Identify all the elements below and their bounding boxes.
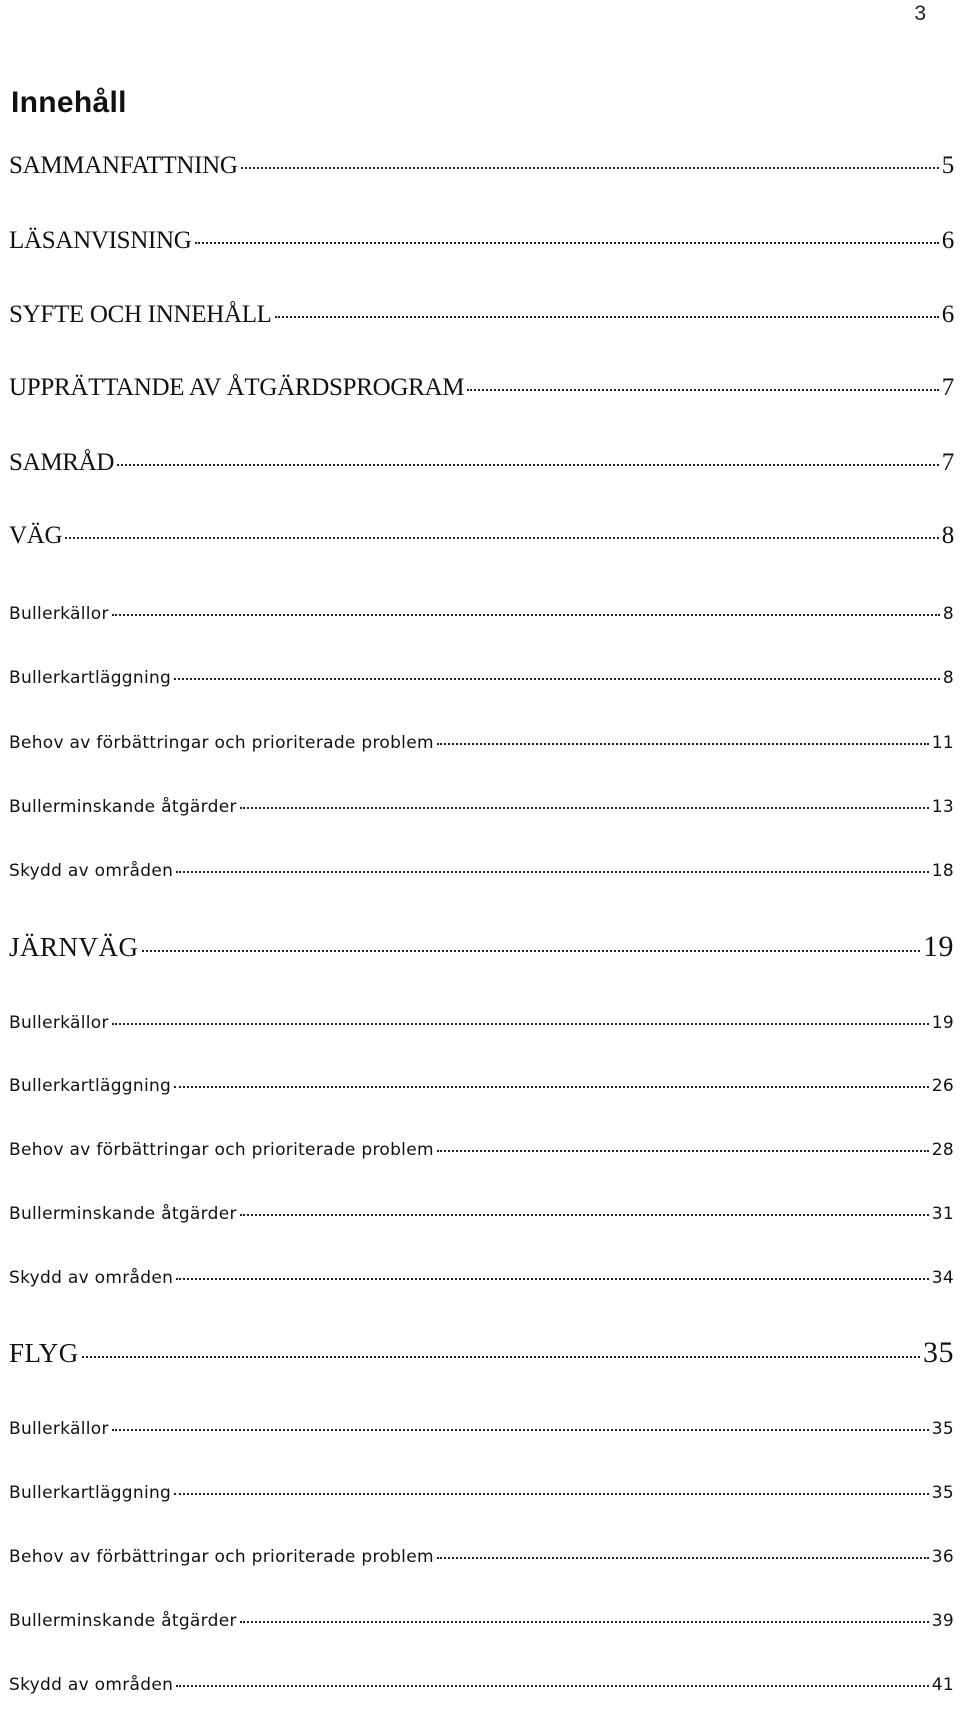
toc-entry-page: 39 — [931, 1611, 954, 1631]
toc-entry-page: 26 — [931, 1076, 954, 1096]
page-number: 3 — [914, 2, 926, 25]
toc-entry[interactable] — [9, 1204, 954, 1224]
toc-entry-title: FLYG — [9, 1338, 79, 1368]
toc-entry[interactable] — [9, 797, 954, 817]
toc-entry-page: 5 — [941, 152, 954, 179]
dot-leader — [240, 1214, 929, 1216]
toc-entry-page: 7 — [941, 449, 954, 476]
toc-entry-page: 7 — [941, 374, 954, 401]
toc-entry-page: 11 — [931, 733, 954, 753]
toc-entry-page: 34 — [931, 1268, 954, 1288]
toc-entry[interactable] — [9, 301, 954, 329]
toc-entry[interactable] — [9, 1611, 954, 1631]
toc-entry[interactable] — [9, 1547, 954, 1567]
toc-entry-title: Skydd av områden — [9, 1675, 174, 1695]
toc-entry[interactable] — [9, 1013, 954, 1033]
toc-entry-page: 8 — [942, 604, 954, 624]
dot-leader — [176, 871, 929, 873]
toc-entry-title: Behov av förbättringar och prioriterade problem — [9, 1140, 434, 1160]
toc-entry-title: UPPRÄTTANDE AV ÅTGÄRDSPROGRAM — [9, 374, 465, 401]
toc-entry-title: SAMMANFATTNING — [9, 152, 238, 179]
toc-entry-title: Bullerkartläggning — [9, 1483, 172, 1503]
dot-leader — [275, 316, 939, 318]
toc-entry-title: Bullerkartläggning — [9, 668, 172, 688]
dot-leader — [437, 743, 929, 745]
toc-entry-title: Bullerkällor — [9, 604, 109, 624]
dot-leader — [195, 242, 939, 244]
toc-entry[interactable] — [9, 733, 954, 753]
toc-entry-title: JÄRNVÄG — [9, 932, 139, 962]
toc-entry-page: 18 — [931, 861, 954, 881]
dot-leader — [82, 1356, 920, 1358]
dot-leader — [241, 167, 939, 169]
toc-entry[interactable] — [9, 1675, 954, 1695]
toc-entry-title: Bullerkällor — [9, 1013, 109, 1033]
toc-entry-title: VÄG — [9, 522, 63, 549]
toc-entry-page: 35 — [923, 1336, 954, 1369]
toc-entry-title: SAMRÅD — [9, 449, 115, 476]
toc-entry-page: 35 — [931, 1483, 954, 1503]
toc-entry[interactable] — [9, 861, 954, 881]
toc-entry-title: Bullerkällor — [9, 1419, 109, 1439]
toc-entry-title: Skydd av områden — [9, 1268, 174, 1288]
toc-entry[interactable] — [9, 449, 954, 477]
toc-entry-page: 36 — [931, 1547, 954, 1567]
toc-entry-page: 6 — [941, 227, 954, 254]
toc-entry[interactable] — [9, 1076, 954, 1096]
toc-entry[interactable] — [9, 152, 954, 180]
toc-entry-title: Bullerminskande åtgärder — [9, 797, 237, 817]
toc-entry-page: 8 — [942, 668, 954, 688]
toc-entry[interactable] — [9, 1483, 954, 1503]
toc-entry-title: Bullerkartläggning — [9, 1076, 172, 1096]
dot-leader — [240, 807, 929, 809]
toc-entry-title: LÄSANVISNING — [9, 227, 192, 254]
dot-leader — [112, 1023, 929, 1025]
toc-entry[interactable] — [9, 1336, 954, 1370]
toc-entry[interactable] — [9, 227, 954, 255]
dot-leader — [117, 464, 939, 466]
dot-leader — [467, 389, 939, 391]
toc-entry-page: 13 — [931, 797, 954, 817]
toc-entry-page: 31 — [931, 1204, 954, 1224]
dot-leader — [437, 1150, 929, 1152]
toc-entry[interactable] — [9, 1419, 954, 1439]
toc-entry-page: 19 — [931, 1013, 954, 1033]
dot-leader — [112, 614, 940, 616]
dot-leader — [65, 537, 939, 539]
toc-entry[interactable] — [9, 930, 954, 964]
dot-leader — [240, 1621, 929, 1623]
toc-entry-page: 6 — [941, 301, 954, 328]
toc-heading: Innehåll — [11, 86, 127, 119]
dot-leader — [176, 1685, 929, 1687]
dot-leader — [176, 1278, 929, 1280]
dot-leader — [112, 1429, 929, 1431]
toc-entry-title: Skydd av områden — [9, 861, 174, 881]
toc-entry[interactable] — [9, 374, 954, 402]
toc-entry-page: 35 — [931, 1419, 954, 1439]
toc-entry-title: Bullerminskande åtgärder — [9, 1204, 237, 1224]
toc-entry-page: 8 — [941, 522, 954, 549]
toc-entry[interactable] — [9, 1268, 954, 1288]
toc-entry[interactable] — [9, 522, 954, 550]
toc-entry[interactable] — [9, 1140, 954, 1160]
dot-leader — [174, 1086, 929, 1088]
toc-entry-title: Bullerminskande åtgärder — [9, 1611, 237, 1631]
dot-leader — [437, 1557, 929, 1559]
toc-entry-page: 28 — [931, 1140, 954, 1160]
toc-entry-title: SYFTE OCH INNEHÅLL — [9, 301, 272, 328]
dot-leader — [142, 950, 920, 952]
dot-leader — [174, 678, 940, 680]
toc-entry[interactable] — [9, 668, 954, 688]
toc-entry-title: Behov av förbättringar och prioriterade problem — [9, 733, 434, 753]
toc-entry-page: 19 — [923, 930, 954, 963]
toc-entry[interactable] — [9, 604, 954, 624]
toc-entry-title: Behov av förbättringar och prioriterade problem — [9, 1547, 434, 1567]
dot-leader — [174, 1493, 929, 1495]
toc-entry-page: 41 — [931, 1675, 954, 1695]
